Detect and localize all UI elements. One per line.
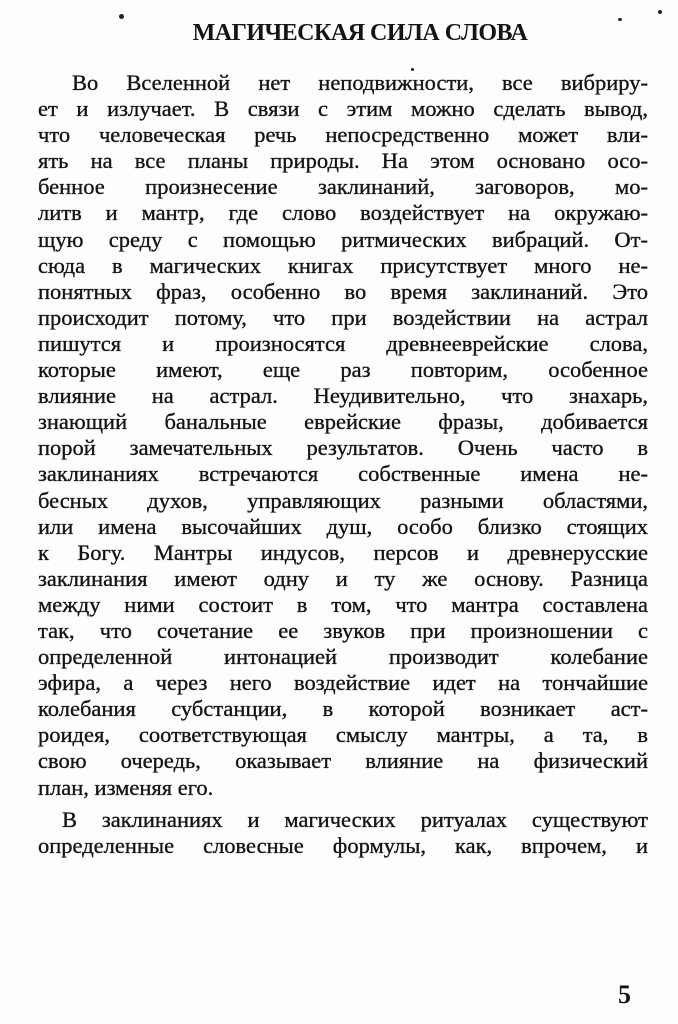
text-line: план, изменяя его. xyxy=(38,774,214,800)
text-line: литв и мантр, где слово воздействует на окружаю- xyxy=(38,200,648,226)
text-line: В заклинаниях и магических ритуалах существуют xyxy=(62,806,648,832)
text-line: или имена высочайших душ, особо близко стоящих xyxy=(38,513,648,539)
text-line: заклинания имеют одну и ту же основу. Разница xyxy=(38,565,648,591)
text-line: определенной интонацией производит колебание xyxy=(38,644,648,670)
text-line: свою очередь, оказывает влияние на физический xyxy=(38,748,648,774)
text-line: пишутся и произносятся древнееврейские слова, xyxy=(38,330,648,356)
text-line: колебания субстанции, в которой возникает аст- xyxy=(38,696,648,722)
text-line: бенное произнесение заклинаний, заговоров, мо- xyxy=(38,174,648,200)
text-line: так, что сочетание ее звуков при произношении с xyxy=(38,617,648,643)
text-line: щую среду с помощью ритмических вибраций. От- xyxy=(38,226,648,252)
print-speck xyxy=(119,14,124,19)
body-text xyxy=(38,70,648,859)
paragraph xyxy=(38,807,648,859)
print-speck xyxy=(658,10,662,14)
chapter-title: МАГИЧЕСКАЯ СИЛА СЛОВА xyxy=(192,20,528,46)
text-line: к Богу. Мантры индусов, персов и древнерусские xyxy=(38,539,648,565)
page-number: 5 xyxy=(618,980,631,1009)
text-line: определенные словесные формулы, как, впрочем, и xyxy=(38,832,648,858)
text-line: ять на все планы природы. На этом основано осо- xyxy=(38,148,648,174)
text-line: происходит потому, что при воздействии на астрал xyxy=(38,304,648,330)
text-line: сюда в магических книгах присутствует много не- xyxy=(38,252,648,278)
text-line: роидея, соответствующая смыслу мантры, а та, в xyxy=(38,722,648,748)
text-line: порой замечательных результатов. Очень часто в xyxy=(38,435,648,461)
text-line: что человеческая речь непосредственно может вли- xyxy=(38,122,648,148)
text-line: заклинаниях встречаются собственные имена не- xyxy=(38,461,648,487)
paragraph xyxy=(38,70,648,801)
text-line: бесных духов, управляющих разными областями, xyxy=(38,487,648,513)
text-line: влияние на астрал. Неудивительно, что знахарь, xyxy=(38,383,648,409)
print-speck xyxy=(618,18,622,21)
text-line: которые имеют, еще раз повторим, особенное xyxy=(38,357,648,383)
text-line: эфира, а через него воздействие идет на тончайшие xyxy=(38,670,648,696)
text-line: ет и излучает. В связи с этим можно сделать вывод, xyxy=(38,96,648,122)
text-line: между ними состоит в том, что мантра составлена xyxy=(38,591,648,617)
text-line: знающий банальные еврейские фразы, добивается xyxy=(38,409,648,435)
text-line: Во Вселенной нет неподвижности, все вибриру- xyxy=(72,70,648,95)
text-line: понятных фраз, особенно во время заклинаний. Это xyxy=(38,278,648,304)
